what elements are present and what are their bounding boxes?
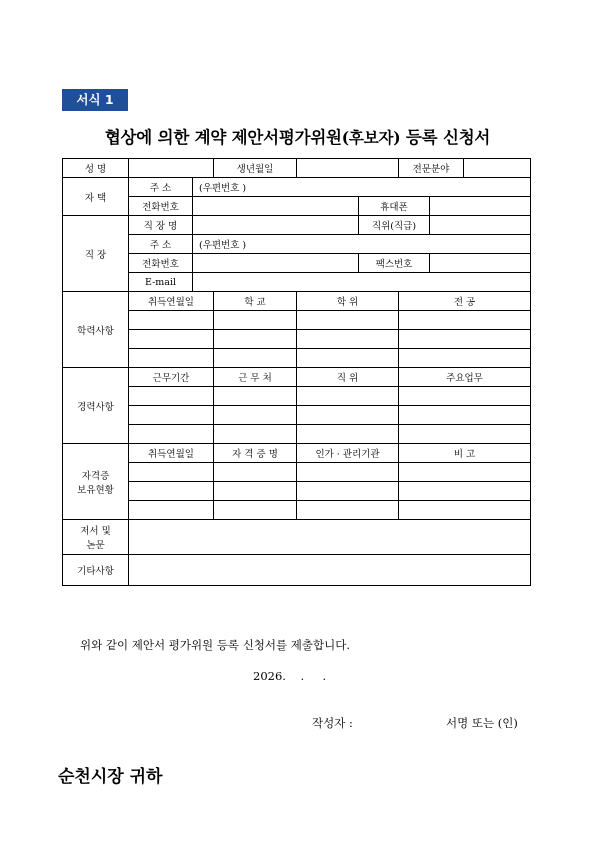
certificate-cell[interactable] <box>129 463 214 482</box>
title-sub: (후보자) <box>341 128 401 147</box>
education-header-date: 취득연월일 <box>129 292 214 311</box>
publications-label <box>63 520 129 555</box>
birthdate-label: 생년월일 <box>214 159 297 178</box>
publications-row <box>63 520 531 555</box>
certificate-row <box>63 482 531 501</box>
mobile-label: 휴대폰 <box>359 197 430 216</box>
fax-label: 팩스번호 <box>359 254 430 273</box>
certificate-cell[interactable] <box>297 463 399 482</box>
education-cell[interactable] <box>399 330 531 349</box>
work-label: 직 장 <box>63 216 129 292</box>
certificate-cell[interactable] <box>129 482 214 501</box>
specialty-value[interactable] <box>464 159 531 178</box>
work-name-row <box>63 216 531 235</box>
education-header-school: 학 교 <box>214 292 297 311</box>
certificate-row <box>63 501 531 520</box>
certificate-label-line2: 보유현황 <box>77 484 114 496</box>
career-cell[interactable] <box>399 425 531 444</box>
certificate-cell[interactable] <box>214 482 297 501</box>
signature-label: 서명 또는 (인) <box>446 716 518 730</box>
certificate-label-line1: 자격증 <box>81 470 110 482</box>
career-header-position: 직 위 <box>297 368 399 387</box>
education-cell[interactable] <box>399 349 531 368</box>
fax-value[interactable] <box>430 254 531 273</box>
home-phone-label: 전화번호 <box>129 197 193 216</box>
certificate-cell[interactable] <box>399 463 531 482</box>
position-value[interactable] <box>430 216 531 235</box>
education-header-degree: 학 위 <box>297 292 399 311</box>
mobile-value[interactable] <box>430 197 531 216</box>
publications-value[interactable] <box>129 520 531 555</box>
education-cell[interactable] <box>297 349 399 368</box>
career-cell[interactable] <box>399 406 531 425</box>
name-label: 성 명 <box>63 159 129 178</box>
certificate-cell[interactable] <box>129 501 214 520</box>
education-cell[interactable] <box>399 311 531 330</box>
education-header-row <box>63 292 531 311</box>
education-row <box>63 330 531 349</box>
work-address-row <box>63 235 531 254</box>
home-label: 자 택 <box>63 178 129 216</box>
career-cell[interactable] <box>214 387 297 406</box>
certificate-header-row <box>63 444 531 463</box>
career-cell[interactable] <box>399 387 531 406</box>
career-cell[interactable] <box>129 387 214 406</box>
home-address-row <box>63 178 531 197</box>
certificate-cell[interactable] <box>399 482 531 501</box>
certificate-cell[interactable] <box>214 463 297 482</box>
work-address-value[interactable]: (우편번호 ) <box>193 235 531 254</box>
others-value[interactable] <box>129 555 531 586</box>
certificate-header-name: 자 격 증 명 <box>214 444 297 463</box>
email-label: E-mail <box>129 273 193 292</box>
work-phone-value[interactable] <box>193 254 359 273</box>
title-main: 협상에 의한 계약 제안서평가위원 <box>104 128 342 147</box>
education-cell[interactable] <box>214 330 297 349</box>
home-phone-row <box>63 197 531 216</box>
education-header-major: 전 공 <box>399 292 531 311</box>
specialty-label: 전문분야 <box>399 159 464 178</box>
career-cell[interactable] <box>214 406 297 425</box>
certificate-header-issuer: 인가 · 관리기관 <box>297 444 399 463</box>
career-cell[interactable] <box>297 406 399 425</box>
publications-label-line2: 논문 <box>86 540 105 551</box>
email-value[interactable] <box>193 273 531 292</box>
document-title <box>0 124 595 148</box>
work-phone-label: 전화번호 <box>129 254 193 273</box>
others-label: 기타사항 <box>63 555 129 586</box>
certificate-cell[interactable] <box>214 501 297 520</box>
career-row <box>63 387 531 406</box>
others-row <box>63 555 531 586</box>
education-cell[interactable] <box>129 311 214 330</box>
birthdate-value[interactable] <box>297 159 399 178</box>
title-tail: 등록 신청서 <box>400 128 491 147</box>
form-number-badge: 서식 1 <box>62 89 128 111</box>
education-label: 학력사항 <box>63 292 129 368</box>
career-cell[interactable] <box>214 425 297 444</box>
home-address-value[interactable]: (우편번호 ) <box>193 178 531 197</box>
career-header-row <box>63 368 531 387</box>
email-row <box>63 273 531 292</box>
education-cell[interactable] <box>297 311 399 330</box>
home-phone-value[interactable] <box>193 197 359 216</box>
certificate-header-remarks: 비 고 <box>399 444 531 463</box>
work-address-label: 주 소 <box>129 235 193 254</box>
company-name-label: 직 장 명 <box>129 216 193 235</box>
career-header-workplace: 근 무 처 <box>214 368 297 387</box>
home-address-label: 주 소 <box>129 178 193 197</box>
education-row <box>63 349 531 368</box>
career-header-duties: 주요업무 <box>399 368 531 387</box>
date-line: 2026. . . <box>253 669 327 683</box>
career-cell[interactable] <box>129 425 214 444</box>
education-row <box>63 311 531 330</box>
recipient: 순천시장 귀하 <box>58 767 163 787</box>
name-value[interactable] <box>129 159 214 178</box>
certificate-cell[interactable] <box>297 482 399 501</box>
writer-label: 작성자 : <box>312 716 353 730</box>
career-cell[interactable] <box>129 406 214 425</box>
career-row <box>63 425 531 444</box>
career-label: 경력사항 <box>63 368 129 444</box>
work-phone-row <box>63 254 531 273</box>
certificate-row <box>63 463 531 482</box>
education-cell[interactable] <box>129 349 214 368</box>
education-cell[interactable] <box>214 349 297 368</box>
career-cell[interactable] <box>297 425 399 444</box>
registration-form-table <box>62 158 531 586</box>
position-label: 직위(직급) <box>359 216 430 235</box>
publications-label-line1: 저서 및 <box>80 526 111 537</box>
education-cell[interactable] <box>214 311 297 330</box>
certificate-cell[interactable] <box>399 501 531 520</box>
career-header-period: 근무기간 <box>129 368 214 387</box>
education-cell[interactable] <box>297 330 399 349</box>
submission-statement: 위와 같이 제안서 평가위원 등록 신청서를 제출합니다. <box>80 638 350 652</box>
certificate-header-date: 취득연월일 <box>129 444 214 463</box>
certificate-label <box>63 444 129 520</box>
certificate-cell[interactable] <box>297 501 399 520</box>
name-row <box>63 159 531 178</box>
education-cell[interactable] <box>129 330 214 349</box>
company-name-value[interactable] <box>193 216 359 235</box>
career-cell[interactable] <box>297 387 399 406</box>
career-row <box>63 406 531 425</box>
